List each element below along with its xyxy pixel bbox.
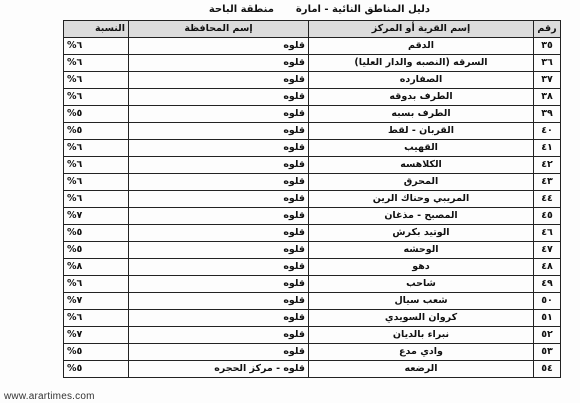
cell-governorate: قلوه <box>129 293 309 310</box>
cell-governorate: قلوه <box>129 242 309 259</box>
cell-village: الكلاهسه <box>309 157 534 174</box>
cell-percentage: %٥ <box>64 106 129 123</box>
cell-number: ٤٣ <box>534 174 561 191</box>
table-header-row <box>64 21 561 38</box>
cell-percentage: %٦ <box>64 157 129 174</box>
table-row <box>64 310 561 327</box>
cell-village: الرضعه <box>309 361 534 378</box>
table-row <box>64 208 561 225</box>
cell-governorate: قلوه <box>129 259 309 276</box>
cell-village: المريبي وحناك الرين <box>309 191 534 208</box>
cell-governorate: قلوه <box>129 310 309 327</box>
cell-percentage: %٥ <box>64 361 129 378</box>
cell-number: ٤٥ <box>534 208 561 225</box>
cell-percentage: %٦ <box>64 276 129 293</box>
cell-number: ٣٨ <box>534 89 561 106</box>
cell-governorate: قلوه <box>129 344 309 361</box>
cell-number: ٣٩ <box>534 106 561 123</box>
cell-percentage: %٥ <box>64 344 129 361</box>
cell-village: القهيب <box>309 140 534 157</box>
site-watermark: www.arartimes.com <box>4 391 95 402</box>
cell-village: القربان - لقط <box>309 123 534 140</box>
cell-number: ٤٢ <box>534 157 561 174</box>
cell-number: ٥١ <box>534 310 561 327</box>
table-row <box>64 140 561 157</box>
cell-governorate: قلوه <box>129 123 309 140</box>
cell-percentage: %٥ <box>64 242 129 259</box>
cell-governorate: قلوه <box>129 276 309 293</box>
cell-governorate: قلوه <box>129 191 309 208</box>
table-row <box>64 38 561 55</box>
table-row <box>64 123 561 140</box>
cell-percentage: %٧ <box>64 208 129 225</box>
table-row <box>64 106 561 123</box>
cell-number: ٣٧ <box>534 72 561 89</box>
guide-title: دليل المناطق النائية - امارة <box>295 4 430 15</box>
cell-village: الطرف بدوقه <box>309 89 534 106</box>
cell-governorate: قلوه <box>129 327 309 344</box>
cell-number: ٤٨ <box>534 259 561 276</box>
cell-governorate: قلوه <box>129 38 309 55</box>
cell-governorate: قلوه <box>129 140 309 157</box>
cell-village: كروان السويدي <box>309 310 534 327</box>
cell-village: الطرف بسبه <box>309 106 534 123</box>
cell-percentage: %٧ <box>64 293 129 310</box>
cell-percentage: %٧ <box>64 327 129 344</box>
cell-percentage: %٥ <box>64 123 129 140</box>
cell-governorate: قلوه <box>129 72 309 89</box>
table-row <box>64 157 561 174</box>
cell-village: الوتيد بكرش <box>309 225 534 242</box>
column-header-governorate: إسم المحافظة <box>129 21 309 38</box>
cell-village: الدقم <box>309 38 534 55</box>
cell-number: ٤٦ <box>534 225 561 242</box>
cell-village: السرقه (النصبه والدار العليا) <box>309 55 534 72</box>
cell-governorate: قلوه <box>129 55 309 72</box>
cell-governorate: قلوه - مركز الحجره <box>129 361 309 378</box>
cell-governorate: قلوه <box>129 157 309 174</box>
villages-table <box>63 20 561 378</box>
table-row <box>64 327 561 344</box>
table-row <box>64 191 561 208</box>
cell-percentage: %٦ <box>64 310 129 327</box>
cell-number: ٤٤ <box>534 191 561 208</box>
cell-number: ٤١ <box>534 140 561 157</box>
cell-percentage: %٦ <box>64 72 129 89</box>
cell-percentage: %٦ <box>64 38 129 55</box>
cell-percentage: %٦ <box>64 55 129 72</box>
table-body <box>64 38 561 378</box>
cell-governorate: قلوه <box>129 106 309 123</box>
cell-governorate: قلوه <box>129 174 309 191</box>
cell-number: ٣٥ <box>534 38 561 55</box>
cell-number: ٣٦ <box>534 55 561 72</box>
table-row <box>64 259 561 276</box>
cell-percentage: %٦ <box>64 140 129 157</box>
table-row <box>64 72 561 89</box>
cell-number: ٥٣ <box>534 344 561 361</box>
cell-village: شاحب <box>309 276 534 293</box>
cell-governorate: قلوه <box>129 89 309 106</box>
cell-percentage: %٦ <box>64 191 129 208</box>
cell-percentage: %٦ <box>64 89 129 106</box>
document-header <box>150 4 430 18</box>
table-row <box>64 293 561 310</box>
cell-village: وادي مدع <box>309 344 534 361</box>
cell-percentage: %٨ <box>64 259 129 276</box>
region-title: منطقة الباحة <box>208 4 274 15</box>
cell-village: الصفارده <box>309 72 534 89</box>
cell-village: الوحشه <box>309 242 534 259</box>
table-row <box>64 89 561 106</box>
cell-number: ٥٢ <box>534 327 561 344</box>
table-row <box>64 174 561 191</box>
table-row <box>64 361 561 378</box>
table-row <box>64 55 561 72</box>
cell-village: نبراء بالديان <box>309 327 534 344</box>
cell-number: ٥٤ <box>534 361 561 378</box>
cell-percentage: %٦ <box>64 174 129 191</box>
cell-village: المصبح - مذغان <box>309 208 534 225</box>
cell-village: دهو <box>309 259 534 276</box>
table-row <box>64 242 561 259</box>
table-row <box>64 276 561 293</box>
cell-governorate: قلوه <box>129 225 309 242</box>
column-header-number: رقم <box>534 21 561 38</box>
cell-number: ٥٠ <box>534 293 561 310</box>
cell-number: ٤٧ <box>534 242 561 259</box>
cell-village: شعب سيال <box>309 293 534 310</box>
table-row <box>64 344 561 361</box>
column-header-village: إسم القرية أو المركز <box>309 21 534 38</box>
cell-number: ٤٩ <box>534 276 561 293</box>
cell-number: ٤٠ <box>534 123 561 140</box>
cell-governorate: قلوه <box>129 208 309 225</box>
cell-percentage: %٥ <box>64 225 129 242</box>
cell-village: المحرق <box>309 174 534 191</box>
column-header-percentage: النسبة <box>64 21 129 38</box>
table-row <box>64 225 561 242</box>
